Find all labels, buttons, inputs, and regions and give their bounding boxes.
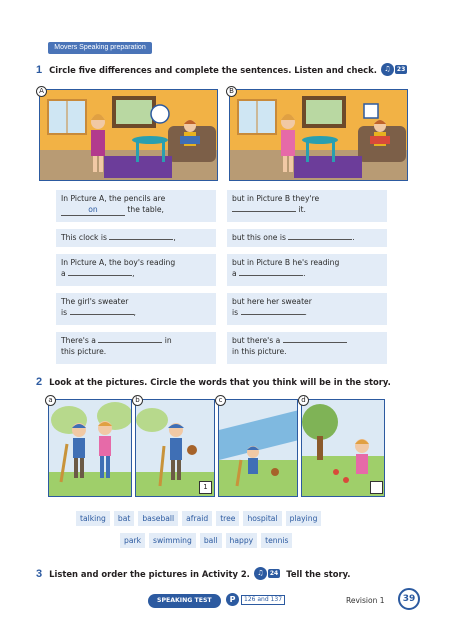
sentence-b-2: but this one is . [227,229,387,247]
word-chip[interactable]: park [120,533,145,548]
speaker-icon: ♫ [381,63,394,76]
speaking-test-badge: SPEAKING TEST [148,594,221,608]
answer-blank[interactable] [68,275,132,276]
answer-blank[interactable] [288,239,352,240]
word-chip[interactable]: bat [114,511,134,526]
exercise-3-title [36,567,350,580]
audio-track-23[interactable]: ♫ 23 [381,63,407,76]
picture-a-label: A [36,86,47,97]
story-picture-c-label: c [215,395,226,406]
word-chip[interactable]: happy [226,533,258,548]
answer-blank[interactable] [283,342,347,343]
picture-a [39,89,218,181]
order-box-d[interactable] [370,481,383,494]
story-picture-c [218,399,298,497]
word-bank-row-1 [76,511,321,526]
sentence-a-3: In Picture A, the boy's reading a , [56,254,216,286]
speaker-icon: ♫ [254,567,267,580]
word-chip[interactable]: swimming [149,533,196,548]
exercise-1-instruction: Circle five differences and complete the sentences. Listen and check. [49,64,377,75]
word-chip[interactable]: tennis [261,533,292,548]
exercise-3-instruction-after: Tell the story. [286,568,351,579]
exercise-1-number: 1 [36,63,43,76]
word-chip[interactable]: talking [76,511,110,526]
sentence-b-1: but in Picture B they're it. [227,190,387,222]
exercise-2-instruction: Look at the pictures. Circle the words that you think will be in the story. [49,377,391,387]
sentence-a-2: This clock is , [56,229,216,247]
exercise-2-number: 2 [36,376,43,388]
answer-blank[interactable] [239,275,303,276]
word-bank-row-2 [120,533,292,548]
p-badge: P [226,593,239,606]
answer-blank[interactable] [70,314,134,315]
page-reference[interactable]: 126 and 137 [241,595,285,605]
picture-b-label: B [226,86,237,97]
story-picture-d-label: d [298,395,309,406]
exercise-3-number: 3 [36,567,43,580]
answer-blank[interactable] [241,314,305,315]
sentence-a-5: There's a in this picture. [56,332,216,364]
revision-label: Revision 1 [346,596,385,605]
exercise-2-title [36,376,391,388]
sentence-b-5: but there's a in this picture. [227,332,387,364]
kids-with-bat-illustration [49,400,132,497]
order-box-b[interactable]: 1 [199,481,212,494]
word-chip[interactable]: playing [286,511,322,526]
story-picture-a-label: a [45,395,56,406]
sentence-b-3: but in Picture B he's reading a . [227,254,387,286]
story-picture-a [48,399,132,497]
exercise-3-instruction: Listen and order the pictures in Activity 2. [49,568,250,579]
sentence-a-1: In Picture A, the pencils are on the table, [56,190,216,222]
story-picture-b-label: b [132,395,143,406]
audio-track-24[interactable]: ♫ 24 [254,567,280,580]
answer-blank[interactable] [109,239,173,240]
room-scene-b-illustration [230,90,408,181]
picture-b [229,89,408,181]
sentence-b-4: but here her sweater is . [227,293,387,325]
answer-blank[interactable] [232,211,296,212]
section-badge: Movers Speaking preparation [48,42,152,54]
sentence-a-4: The girl's sweater is , [56,293,216,325]
word-chip[interactable]: ball [200,533,222,548]
word-chip[interactable]: afraid [182,511,212,526]
word-chip[interactable]: baseball [138,511,178,526]
room-scene-a-illustration [40,90,218,181]
boy-throwing-ball-by-river-illustration [219,400,298,497]
exercise-1-title [36,63,407,76]
page-number: 39 [398,588,420,610]
word-chip[interactable]: tree [216,511,239,526]
answer-blank[interactable]: on [61,204,125,216]
answer-blank[interactable] [98,342,162,343]
word-chip[interactable]: hospital [243,511,281,526]
